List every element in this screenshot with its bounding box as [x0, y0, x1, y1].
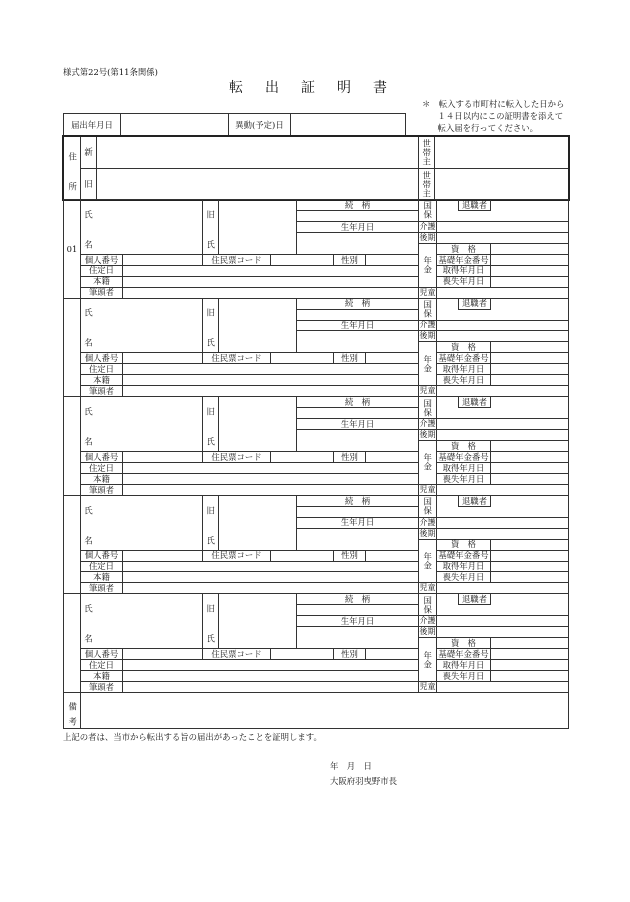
person-3-former-surname-label-text: 旧氏: [205, 406, 216, 467]
person-3-acquisition-date-label-text: 取得年月日: [442, 462, 485, 473]
move-date-value-cell: [290, 113, 406, 137]
person-5-head-of-family-label-cell: [80, 681, 123, 693]
person-2-former-surname-label-cell: [202, 298, 219, 369]
person-5-pension-label-text: 年金: [422, 650, 433, 669]
person-3-pension-label-text: 年金: [422, 453, 433, 472]
person-4-former-surname-label-text: 旧氏: [205, 505, 216, 566]
person-2-nhi-label-text: 国保: [422, 300, 433, 319]
person-2-birth-date-label-text: 生年月日: [340, 320, 375, 331]
person-1-retiree-box: [458, 199, 491, 211]
old-address-value-cell: [96, 168, 419, 200]
person-4-late-elderly-label-text: 後期: [419, 528, 436, 538]
person-2-relationship-label-text: 続 柄: [344, 298, 371, 309]
person-5-pension-label-cell: [418, 637, 437, 682]
person-5-relationship-label-text: 続 柄: [344, 594, 371, 605]
person-5-name-text: 氏名: [83, 604, 94, 665]
person-3-pension-label-cell: [418, 440, 437, 485]
remarks-label-cell: [63, 692, 81, 732]
person-5-residence-date-label-text: 住定日: [88, 659, 115, 670]
person-2-individual-number-label-text: 個人番号: [84, 353, 119, 364]
notification-date-label: 届出年月日: [71, 119, 113, 130]
person-5-head-of-family-value-cell: [122, 681, 419, 693]
person-1-late-elderly-label-text: 後期: [419, 232, 436, 242]
person-1-pension-label-cell: [418, 243, 437, 288]
person-1-basic-pension-number-label-text: 基礎年金番号: [438, 254, 489, 265]
person-2-sex-label-text: 性別: [341, 353, 358, 364]
person-5-late-elderly-label-text: 後期: [419, 627, 436, 637]
person-1-resident-code-label-text: 住民票コード: [211, 254, 262, 265]
new-address-label: 新: [84, 147, 93, 158]
person-5-domicile-label-text: 本籍: [93, 670, 110, 681]
person-2-former-surname-label-text: 旧氏: [205, 308, 216, 369]
person-5-birth-date-label-text: 生年月日: [340, 616, 375, 627]
notification-date-label-cell: [63, 113, 121, 137]
person-1-individual-number-label-text: 個人番号: [84, 254, 119, 265]
person-1-name-text: 氏名: [83, 209, 94, 270]
person-1-nhi-value-cell: [436, 199, 569, 222]
person-3-head-of-family-label-text: 筆頭者: [88, 484, 115, 495]
person-1-nhi-label-text: 国保: [422, 201, 433, 220]
new-householder-value-cell: [434, 136, 569, 169]
person-4-care-label-text: 介護: [419, 517, 436, 527]
person-3-qualification-label-text: 資 格: [450, 440, 477, 451]
person-2-basic-pension-number-label-text: 基礎年金番号: [438, 353, 489, 364]
person-5-loss-date-label-text: 喪失年月日: [442, 670, 485, 681]
person-2-number-cell: [63, 298, 81, 398]
person-2-birth-date-value-cell: [296, 330, 419, 353]
person-4-child-label-text: 児童: [419, 583, 436, 593]
person-1-former-surname-label-text: 旧氏: [205, 209, 216, 270]
person-1-care-label-text: 介護: [419, 221, 436, 231]
person-5-nhi-label-text: 国保: [422, 595, 433, 614]
person-1-loss-date-label-text: 喪失年月日: [442, 276, 485, 287]
person-5-birth-date-value-cell: [296, 626, 419, 649]
person-5-child-value-cell: [436, 681, 569, 693]
person-1-sex-label-text: 性別: [341, 254, 358, 265]
person-5-nhi-label-cell: [418, 593, 437, 616]
person-2-nhi-label-cell: [418, 298, 437, 321]
person-1-acquisition-date-label-text: 取得年月日: [442, 265, 485, 276]
person-2-pension-label-text: 年金: [422, 354, 433, 373]
person-4-retiree-box-text: 退職者: [461, 495, 488, 506]
person-2-retiree-box: [458, 298, 491, 310]
person-1-qualification-label-text: 資 格: [450, 243, 477, 254]
person-5-former-surname-label-text: 旧氏: [205, 604, 216, 665]
person-5-retiree-box: [458, 593, 491, 605]
person-3-late-elderly-label-text: 後期: [419, 430, 436, 440]
person-4-individual-number-label-text: 個人番号: [84, 550, 119, 561]
person-5-retiree-box-text: 退職者: [461, 594, 488, 605]
person-4-nhi-value-cell: [436, 495, 569, 518]
person-2-acquisition-date-label-text: 取得年月日: [442, 364, 485, 375]
person-2-pension-label-cell: [418, 341, 437, 386]
new-address-label-cell: [80, 136, 97, 169]
person-1-head-of-family-label-text: 筆頭者: [88, 287, 115, 298]
person-3-former-surname-value-cell: [218, 396, 297, 452]
person-1-nhi-label-cell: [418, 199, 437, 222]
person-3-nhi-label-text: 国保: [422, 398, 433, 417]
person-3-resident-code-label-text: 住民票コード: [211, 451, 262, 462]
person-4-basic-pension-number-label-text: 基礎年金番号: [438, 550, 489, 561]
address-label-cell: [63, 136, 81, 212]
person-3-former-surname-label-cell: [202, 396, 219, 467]
person-2-retiree-box-text: 退職者: [461, 298, 488, 309]
notice-line-2: １４日以内にこの証明書を添えて: [437, 111, 564, 121]
person-5-number-cell: [63, 593, 81, 693]
person-1-number-text: 01: [66, 243, 78, 254]
old-householder-label-cell: [418, 168, 435, 200]
form-number: 様式第22号(第11条関係): [63, 67, 158, 77]
remarks-label: 備考: [67, 701, 78, 732]
move-date-label-cell: [228, 113, 291, 137]
page-title: 転 出 証 明 書: [229, 80, 391, 96]
address-label: 住所: [67, 151, 78, 212]
person-4-nhi-label-text: 国保: [422, 497, 433, 516]
person-4-qualification-label-text: 資 格: [450, 539, 477, 550]
person-2-residence-date-label-text: 住定日: [88, 364, 115, 375]
new-householder-label-cell: [418, 136, 435, 169]
person-1-retiree-box-text: 退職者: [461, 199, 488, 210]
old-address-label: 旧: [84, 178, 93, 189]
person-4-loss-date-label-text: 喪失年月日: [442, 572, 485, 583]
person-2-nhi-value-cell: [436, 298, 569, 321]
person-5-individual-number-label-text: 個人番号: [84, 648, 119, 659]
person-4-residence-date-label-text: 住定日: [88, 561, 115, 572]
notice-line-1: ＊ 転入する市町村に転入した日から: [422, 99, 565, 109]
person-5-former-surname-value-cell: [218, 593, 297, 649]
person-5-basic-pension-number-label-text: 基礎年金番号: [438, 648, 489, 659]
person-3-retiree-box-text: 退職者: [461, 396, 488, 407]
person-3-domicile-label-text: 本籍: [93, 473, 110, 484]
new-address-value-cell: [96, 136, 419, 169]
person-4-former-surname-value-cell: [218, 495, 297, 551]
person-3-care-label-text: 介護: [419, 419, 436, 429]
person-5-former-surname-label-cell: [202, 593, 219, 665]
old-householder-label: 世帯主: [421, 170, 432, 198]
person-3-birth-date-label-text: 生年月日: [340, 418, 375, 429]
person-4-head-of-family-label-text: 筆頭者: [88, 583, 115, 594]
move-date-label: 異動(予定)日: [235, 119, 284, 130]
person-4-birth-date-value-cell: [296, 528, 419, 551]
person-5-child-label-cell: [418, 681, 437, 693]
person-5-qualification-label-text: 資 格: [450, 637, 477, 648]
person-5-head-of-family-label-text: 筆頭者: [88, 681, 115, 692]
person-1-birth-date-label-text: 生年月日: [340, 221, 375, 232]
person-3-nhi-value-cell: [436, 396, 569, 419]
person-4-pension-label-text: 年金: [422, 552, 433, 570]
person-3-number-cell: [63, 396, 81, 496]
date-line: 年 月 日: [330, 761, 372, 771]
person-4-name-text: 氏名: [83, 505, 94, 566]
notification-date-value-cell: [120, 113, 229, 137]
person-4-number-cell: [63, 495, 81, 595]
person-5-acquisition-date-label-text: 取得年月日: [442, 659, 485, 670]
person-1-child-label-text: 児童: [419, 287, 436, 297]
person-2-qualification-label-text: 資 格: [450, 342, 477, 353]
person-3-retiree-box: [458, 396, 491, 408]
person-5-child-label-text: 児童: [419, 682, 436, 691]
person-2-former-surname-value-cell: [218, 298, 297, 354]
person-4-former-surname-label-cell: [202, 495, 219, 566]
person-4-resident-code-label-text: 住民票コード: [211, 550, 262, 561]
person-5-care-label-text: 介護: [419, 616, 436, 626]
person-2-late-elderly-label-text: 後期: [419, 331, 436, 341]
person-5-resident-code-label-text: 住民票コード: [211, 648, 262, 659]
person-4-sex-label-text: 性別: [341, 550, 358, 561]
person-4-retiree-box: [458, 495, 491, 507]
person-3-nhi-label-cell: [418, 396, 437, 419]
person-5-sex-label-text: 性別: [341, 648, 358, 659]
person-3-loss-date-label-text: 喪失年月日: [442, 473, 485, 484]
person-3-birth-date-value-cell: [296, 429, 419, 452]
person-3-relationship-label-text: 続 柄: [344, 396, 371, 407]
person-4-pension-label-cell: [418, 539, 437, 584]
old-householder-value-cell: [434, 168, 569, 200]
person-3-individual-number-label-text: 個人番号: [84, 451, 119, 462]
person-1-relationship-label-text: 続 柄: [344, 199, 371, 210]
person-2-resident-code-label-text: 住民票コード: [211, 353, 262, 364]
person-4-domicile-label-text: 本籍: [93, 572, 110, 583]
person-1-residence-date-label-text: 住定日: [88, 265, 115, 276]
person-4-birth-date-label-text: 生年月日: [340, 517, 375, 528]
certification-text: 上記の者は、当市から転出する旨の届出があったことを証明します。: [63, 732, 322, 742]
person-2-care-label-text: 介護: [419, 320, 436, 330]
old-address-label-cell: [80, 168, 97, 200]
person-4-acquisition-date-label-text: 取得年月日: [442, 561, 485, 572]
person-1-birth-date-value-cell: [296, 232, 419, 255]
person-3-name-text: 氏名: [83, 406, 94, 467]
person-2-child-label-text: 児童: [419, 386, 436, 396]
person-1-pension-label-text: 年金: [422, 256, 433, 275]
person-1-former-surname-value-cell: [218, 199, 297, 255]
person-3-residence-date-label-text: 住定日: [88, 462, 115, 473]
person-2-domicile-label-text: 本籍: [93, 375, 110, 386]
new-householder-label: 世帯主: [421, 139, 432, 166]
person-4-nhi-label-cell: [418, 495, 437, 518]
person-2-head-of-family-label-text: 筆頭者: [88, 386, 115, 396]
person-1-domicile-label-text: 本籍: [93, 276, 110, 287]
person-3-sex-label-text: 性別: [341, 451, 358, 462]
person-3-basic-pension-number-label-text: 基礎年金番号: [438, 451, 489, 462]
person-5-nhi-value-cell: [436, 593, 569, 616]
person-2-name-text: 氏名: [83, 308, 94, 369]
person-4-relationship-label-text: 続 柄: [344, 495, 371, 506]
person-1-number-cell: [63, 199, 81, 299]
notice-line-3: 転入届を行ってください。: [437, 123, 538, 133]
person-2-loss-date-label-text: 喪失年月日: [442, 375, 485, 386]
person-3-child-label-text: 児童: [419, 484, 436, 494]
issuer: 大阪府羽曳野市長: [330, 776, 397, 786]
person-1-former-surname-label-cell: [202, 199, 219, 270]
remarks-value-cell: [80, 692, 569, 729]
